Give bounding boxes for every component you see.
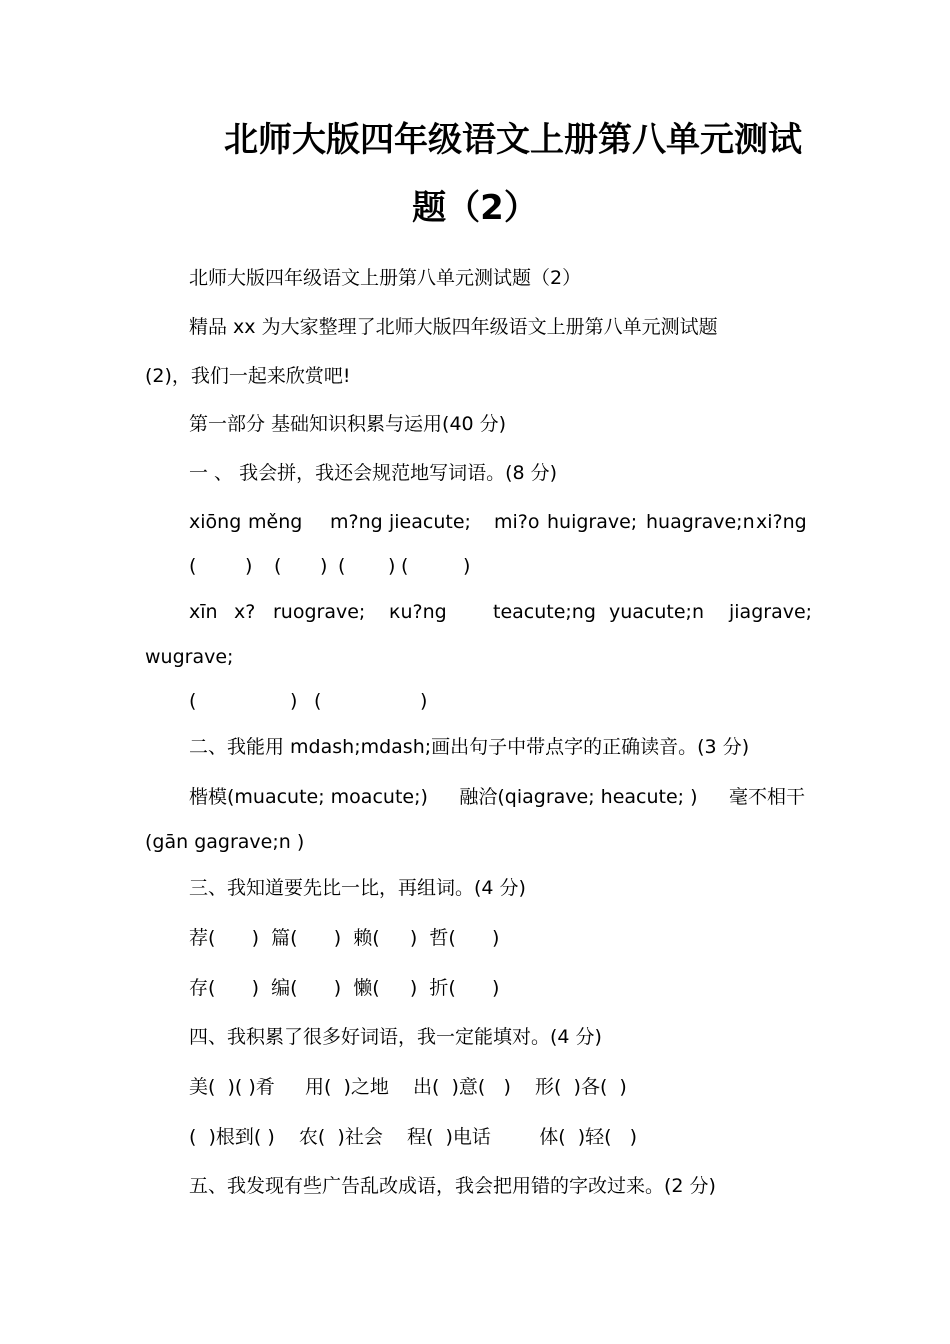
blank-close-paren: )	[388, 555, 396, 577]
q2-item: 融洽(qiagrave; heacute; )	[459, 786, 698, 808]
pinyin-word: xi?ng	[756, 511, 807, 533]
pinyin-word: yuacute;n	[609, 601, 704, 623]
question-1-heading: 一 、 我会拼，我还会规范地写词语。(8 分)	[189, 462, 558, 484]
pinyin-word: x?	[234, 601, 256, 623]
pinyin-row-2-wrap: wugrave;	[145, 646, 234, 668]
pinyin-word: xīn	[189, 601, 218, 623]
question-2-items-wrap: (gān gagrave;n )	[145, 831, 305, 853]
q2-item: 毫不相干	[728, 786, 805, 808]
document-title-line-1: 北师大版四年级语文上册第八单元测试	[224, 120, 802, 160]
question-3-row-1: 荐( ) 篇( ) 赖( ) 哲( )	[189, 927, 500, 949]
question-4-row-2: ( )根到( ) 农( )社会 程( )电话 体( )轻( )	[189, 1126, 638, 1148]
blank-open-paren: (	[314, 690, 322, 712]
pinyin-word: měng	[248, 511, 303, 533]
pinyin-word: кu?ng	[389, 601, 447, 623]
question-2-items	[189, 785, 805, 809]
question-3-heading: 三、我知道要先比一比，再组词。(4 分)	[189, 877, 526, 899]
pinyin-word: xiōng	[189, 511, 242, 533]
subtitle-line: 北师大版四年级语文上册第八单元测试题（2）	[189, 267, 582, 289]
part-one-heading: 第一部分 基础知识积累与运用(40 分)	[189, 413, 507, 435]
question-3-row-2: 存( ) 编( ) 懒( ) 折( )	[189, 977, 500, 999]
question-4-row-1: 美( )( )肴 用( )之地 出( )意( ) 形( )各( )	[189, 1076, 627, 1098]
document-title-line-2: 题（2）	[412, 188, 538, 228]
blank-open-paren: (	[189, 690, 197, 712]
pinyin-word: teacute;ng	[493, 601, 596, 623]
pinyin-word: huagrave;n	[646, 511, 755, 533]
blank-close-paren: )	[245, 555, 253, 577]
blank-open-paren: (	[338, 555, 346, 577]
pinyin-word: ruograve;	[273, 601, 366, 623]
pinyin-word: m?ng	[330, 511, 383, 533]
question-4-heading: 四、我积累了很多好词语，我一定能填对。(4 分)	[189, 1026, 602, 1048]
pinyin-word: jieacute;	[389, 511, 471, 533]
blank-open-paren: (	[189, 555, 197, 577]
blank-close-paren: )	[290, 690, 298, 712]
blank-close-paren: )	[463, 555, 471, 577]
pinyin-word: jiagrave;	[729, 601, 813, 623]
blank-close-paren: )	[420, 690, 428, 712]
intro-line-1: 精品 xx 为大家整理了北师大版四年级语文上册第八单元测试题	[189, 316, 718, 338]
blank-close-paren: )	[320, 555, 328, 577]
pinyin-word: huigrave;	[547, 511, 638, 533]
question-2-heading: 二、我能用 mdash;mdash;画出句子中带点字的正确读音。(3 分)	[189, 736, 750, 758]
intro-line-2: (2)，我们一起来欣赏吧!	[145, 365, 351, 387]
pinyin-word: mi?o	[494, 511, 540, 533]
blank-open-paren: (	[274, 555, 282, 577]
question-5-heading: 五、我发现有些广告乱改成语，我会把用错的字改过来。(2 分)	[189, 1175, 716, 1197]
q2-item: 楷模(muacute; moacute;)	[189, 786, 428, 808]
blank-open-paren: (	[401, 555, 409, 577]
